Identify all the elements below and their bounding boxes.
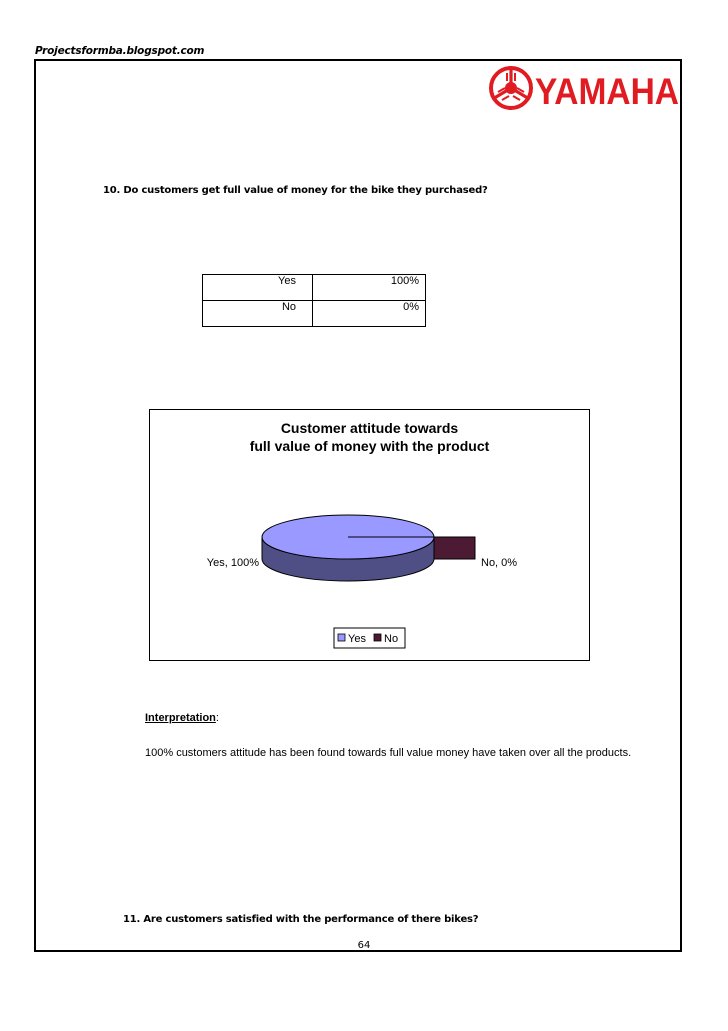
answer-label: Yes xyxy=(203,275,313,301)
interpretation-heading-label: Interpretation xyxy=(145,712,216,724)
yamaha-logo xyxy=(489,64,681,114)
table-row xyxy=(203,301,426,327)
pie-chart xyxy=(149,409,590,661)
legend-swatch-yes xyxy=(338,634,345,641)
answer-value: 0% xyxy=(313,301,426,327)
question-11: 11. Are customers satisfied with the performance of there bikes? xyxy=(123,914,479,925)
legend-swatch-no xyxy=(374,634,381,641)
site-header: Projectsformba.blogspot.com xyxy=(35,45,205,57)
tuning-fork-emblem-icon xyxy=(491,68,531,108)
interpretation-heading-colon: : xyxy=(215,712,219,724)
chart-title-line-1: Customer attitude towards xyxy=(280,420,459,436)
table-row xyxy=(203,275,426,301)
answer-label: No xyxy=(203,301,313,327)
data-label-yes: Yes, 100% xyxy=(206,557,259,569)
data-label-no: No, 0% xyxy=(481,557,518,569)
answers-table xyxy=(202,274,426,327)
yamaha-wordmark: YAMAHA xyxy=(535,71,679,112)
answer-value: 100% xyxy=(313,275,426,301)
pie-chart-plot xyxy=(150,410,591,662)
interpretation-text: 100% customers attitude has been found towards full value money have taken over all the products. xyxy=(145,747,632,759)
chart-title-line-2: full value of money with the product xyxy=(249,438,490,454)
page-number: 64 xyxy=(357,940,371,951)
pie-slice-no xyxy=(434,537,475,559)
interpretation-heading xyxy=(145,712,219,724)
question-10: 10. Do customers get full value of money for the bike they purchased? xyxy=(103,185,488,196)
legend-label-yes: Yes xyxy=(348,633,366,645)
legend-label-no: No xyxy=(384,633,399,645)
